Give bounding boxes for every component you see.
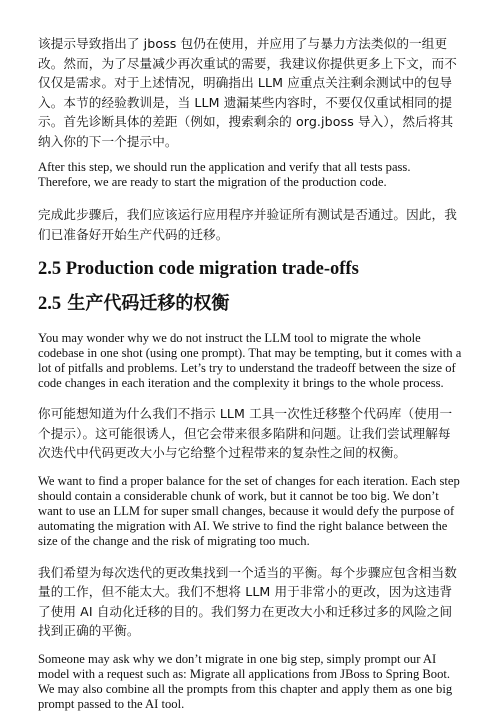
- paragraph-en-one-big-step: Someone may ask why we don’t migrate in one big step, simply prompt our AI model with a request such as: Migrate all applications from JBoss to Spring Boot. We may also combine all the prompts from this chapter and apply them as one big prompt passed to the AI tool.: [38, 651, 453, 711]
- paragraph-cn-jboss-hint: 该提示导致指出了 jboss 包仍在使用，并应用了与暴力方法类似的一组更改。然而，为了尽量减少再次重试的需要，我建议你提供更多上下文，而不仅仅是需求。对于上述情况，明确指出 LLM 应重点关注剩余测试中的包导入。本节的经验教训是，当 LLM 遗漏某些内容时，不要仅仅重试相同的提示。首先诊断具体的差距（例如，搜索剩余的 org.jboss 导入），然后将其纳入你的下一个提示中。: [38, 36, 457, 149]
- section-number: 2.5: [38, 294, 62, 314]
- paragraph-en-balance: We want to find a proper balance for the set of changes for each iteration. Each step should contain a considerable chunk of work, but it cannot be too big. We don’t want to use an LLM for super small changes, because it would defy the purpose of automating the migration with AI. We strive to find the right balance between the size of the change and the risk of migrating too much.: [38, 473, 460, 548]
- paragraph-cn-why-not-one-shot: 你可能想知道为什么我们不指示 LLM 工具一次性迁移整个代码库（使用一个提示）。这可能很诱人，但它会带来很多陷阱和问题。让我们尝试理解每次迭代中代码更改大小与它给整个过程带来的复杂性之间的权衡。: [38, 406, 453, 460]
- paragraph-en-run-tests: After this step, we should run the application and verify that all tests pass. Therefore, we are ready to start the migration of the production code.: [38, 160, 411, 189]
- section-heading-en: 2.5 Production code migration trade-offs: [38, 259, 359, 279]
- section-heading-cn: [38, 292, 462, 316]
- paragraph-cn-balance: 我们希望为每次迭代的更改集找到一个适当的平衡。每个步骤应包含相当数量的工作，但不能太大。我们不想将 LLM 用于非常小的更改，因为这违背了使用 AI 自动化迁移的目的。我们努力在更改大小和迁移过多的风险之间找到正确的平衡。: [38, 564, 457, 638]
- document-page: [38, 34, 462, 712]
- section-title-cn: 生产代码迁移的权衡: [67, 293, 230, 314]
- paragraph-en-why-not-one-shot: You may wonder why we do not instruct the LLM tool to migrate the whole codebase in one shot (using one prompt). That may be tempting, but it comes with a lot of pitfalls and problems. Let’s try to understand the tradeoff between the size of code changes in each iteration and the complexity it brings to the whole process.: [38, 331, 462, 390]
- paragraph-cn-run-tests: 完成此步骤后，我们应该运行应用程序并验证所有测试是否通过。因此，我们已准备好开始生产代码的迁移。: [38, 207, 457, 242]
